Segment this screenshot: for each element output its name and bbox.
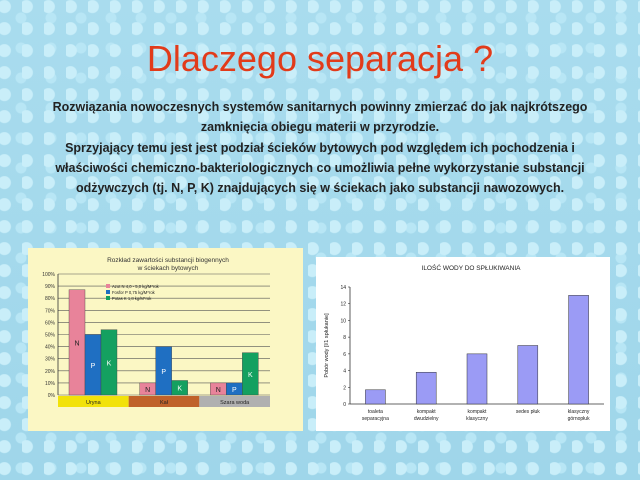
y-tick-label: 70% bbox=[44, 308, 55, 315]
slide-title: Dlaczego separacja ? bbox=[146, 38, 494, 79]
x-tick-label-line1: kompakt bbox=[467, 409, 487, 415]
y-tick-label: 90% bbox=[44, 284, 55, 291]
y-tick-label: 14 bbox=[340, 285, 346, 291]
y-tick-label: 100% bbox=[42, 272, 55, 278]
y-tick-label: 60% bbox=[44, 320, 55, 327]
bar bbox=[365, 390, 385, 404]
y-tick-label: 10 bbox=[340, 318, 346, 325]
x-tick-label-line2: górnopłuk bbox=[567, 416, 590, 422]
legend-label: Azot N 4,0 - 5,0 kg/M*rok bbox=[112, 284, 159, 289]
bar-letter: K bbox=[177, 385, 183, 393]
x-tick-label-line1: toaleta bbox=[367, 409, 383, 415]
y-tick-label: 50% bbox=[44, 332, 55, 339]
x-tick-label-line2: dwudzielny bbox=[413, 416, 439, 422]
chart-title-line2: w ściekach bytowych bbox=[137, 265, 199, 272]
chart-title: ILOŚĆ WODY DO SPŁUKIWANIA bbox=[421, 265, 521, 272]
flush-water-chart-panel bbox=[316, 257, 610, 431]
x-tick-label-line1: kompakt bbox=[416, 409, 436, 415]
separation-paragraph: Sprzyjający temu jest jest podział ścieków bytowych pod względem ich pochodzenia i właściwości chemiczno-bakteriologicznych co umożliwia pełne wykorzystanie substancji odżywczych (tj. N, P, K) znajdujących się w ściekach jako substancji nawozowych. bbox=[55, 141, 585, 195]
y-axis-label: Pobór wody [l/1 spłukanie] bbox=[324, 313, 330, 378]
x-tick-label-line2: separacyjna bbox=[361, 416, 389, 422]
legend-label: Fosfor P 0,75 kg/M*rok bbox=[112, 290, 155, 295]
y-tick-label: 30% bbox=[44, 356, 55, 363]
x-tick-label-line2: klasyczny bbox=[466, 416, 488, 422]
chart-title-line1: Rozkład zawartości substancji biogennych bbox=[107, 257, 229, 264]
nutrient-chart-panel bbox=[28, 248, 303, 431]
y-tick-label: 6 bbox=[343, 351, 346, 358]
x-tick-label: sedes płuk bbox=[515, 409, 540, 415]
bar-letter: N bbox=[215, 386, 221, 394]
legend-swatch bbox=[106, 290, 110, 294]
y-tick-label: 0% bbox=[47, 393, 55, 399]
bar-letter: K bbox=[247, 371, 253, 379]
y-tick-label: 2 bbox=[343, 385, 346, 392]
bar bbox=[416, 372, 436, 404]
intro-paragraph: Rozwiązania nowoczesnych systemów sanitarnych powinny zmierzać do jak najkrótszego zamknięcia obiegu materii w przyrodzie. bbox=[52, 100, 588, 134]
legend-swatch bbox=[106, 296, 110, 300]
nutrient-chart bbox=[28, 248, 303, 431]
category-label: Kał bbox=[160, 400, 168, 406]
y-tick-label: 0 bbox=[343, 402, 346, 408]
y-tick-label: 4 bbox=[343, 368, 346, 375]
category-label: Szara woda bbox=[220, 400, 250, 406]
bar bbox=[569, 295, 589, 404]
bar-letter: K bbox=[106, 360, 112, 368]
bar bbox=[467, 354, 487, 404]
bar-letter: P bbox=[90, 362, 96, 370]
bar-letter: N bbox=[74, 340, 80, 348]
legend-label: Potas K 1,8 kg/M*rok bbox=[112, 296, 152, 301]
bar bbox=[518, 346, 538, 405]
y-tick-label: 20% bbox=[44, 368, 55, 375]
bar-letter: N bbox=[145, 386, 151, 394]
bar-letter: P bbox=[231, 386, 237, 394]
y-tick-label: 80% bbox=[44, 296, 55, 303]
legend-swatch bbox=[106, 284, 110, 288]
flush-water-chart bbox=[316, 257, 610, 431]
category-label: Uryna bbox=[85, 400, 101, 406]
y-tick-label: 8 bbox=[343, 335, 346, 342]
bar-letter: P bbox=[161, 368, 167, 376]
y-tick-label: 40% bbox=[44, 344, 55, 351]
y-tick-label: 10% bbox=[44, 380, 55, 387]
y-tick-label: 12 bbox=[340, 301, 346, 308]
x-tick-label-line1: klasyczny bbox=[567, 409, 590, 415]
